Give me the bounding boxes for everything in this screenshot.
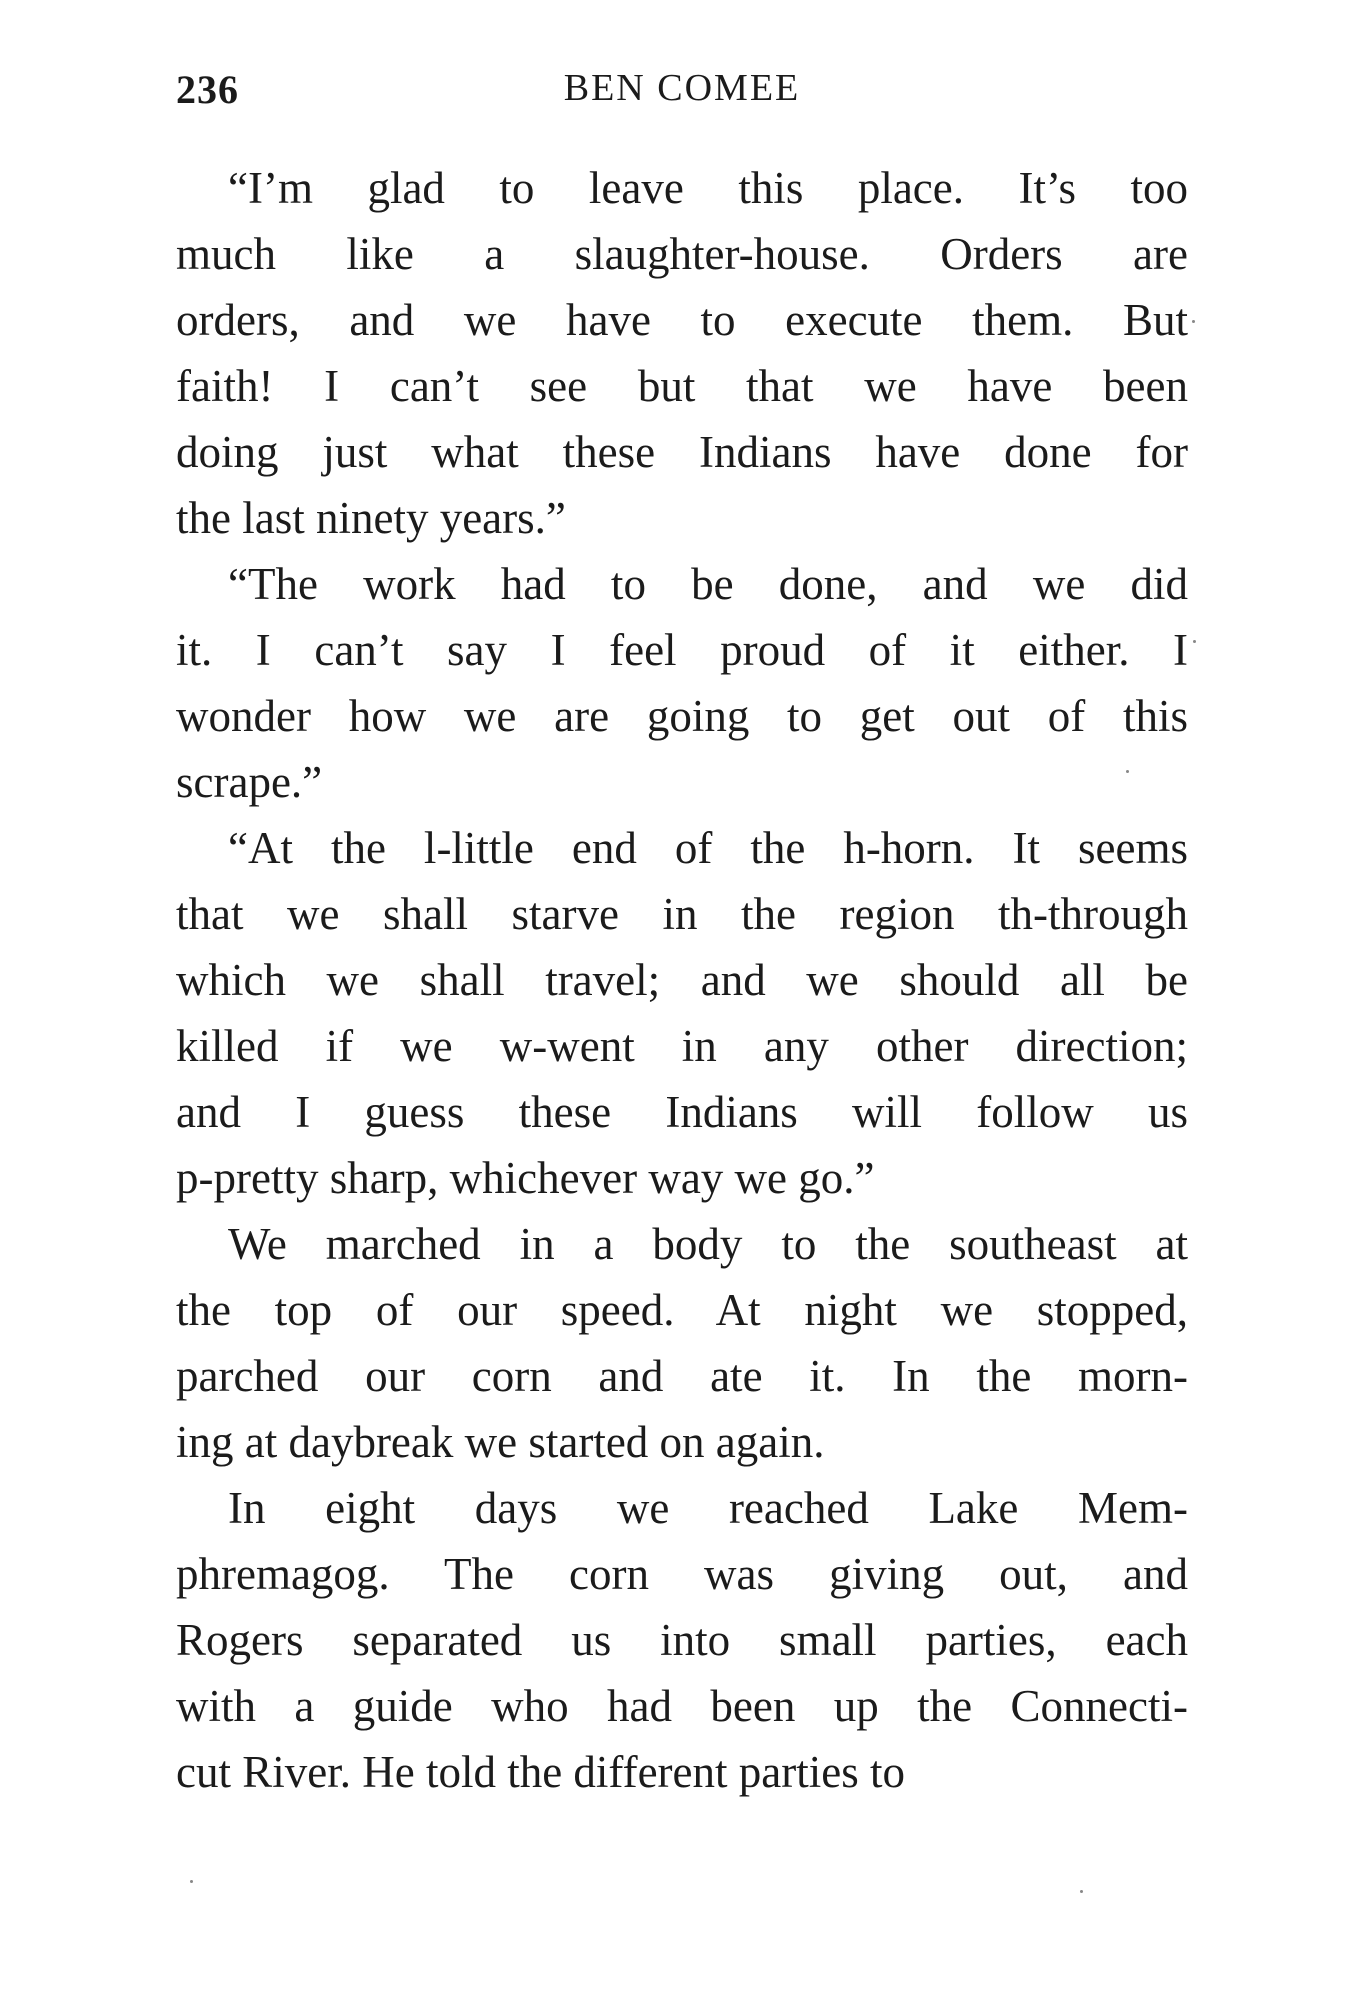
text-line: “The work had to be done, and we did <box>228 559 1188 609</box>
text-line: the last ninety years.” <box>176 493 566 543</box>
text-line: and I guess these Indians will follow us <box>176 1087 1188 1137</box>
text-line: faith! I can’t see but that we have been <box>176 361 1188 411</box>
page-number: 236 <box>176 67 239 112</box>
text-line: cut River. He told the different parties to <box>176 1747 905 1797</box>
text-line: doing just what these Indians have done for <box>176 427 1188 477</box>
text-line: that we shall starve in the region th-through <box>176 889 1188 939</box>
text-line: orders, and we have to execute them. But <box>176 295 1188 345</box>
text-line: scrape.” <box>176 757 323 807</box>
text-line: killed if we w-went in any other direction; <box>176 1021 1188 1071</box>
paragraph <box>176 1475 1188 1805</box>
text-line: it. I can’t say I feel proud of it either. I <box>176 625 1188 675</box>
text-line: which we shall travel; and we should all be <box>176 955 1188 1005</box>
scan-speck <box>1126 770 1129 773</box>
text-line: parched our corn and ate it. In the morn- <box>176 1351 1188 1401</box>
paragraph <box>176 1211 1188 1475</box>
text-line: p-pretty sharp, whichever way we go.” <box>176 1153 875 1203</box>
page-header <box>176 66 1188 122</box>
text-line: much like a slaughter-house. Orders are <box>176 229 1188 279</box>
scan-speck <box>1192 320 1195 323</box>
text-line: ing at daybreak we started on again. <box>176 1417 825 1467</box>
text-line: the top of our speed. At night we stopped, <box>176 1285 1188 1335</box>
text-line: “At the l-little end of the h-horn. It seems <box>228 823 1188 873</box>
text-line: wonder how we are going to get out of this <box>176 691 1188 741</box>
text-line: phremagog. The corn was giving out, and <box>176 1549 1188 1599</box>
text-line: “I’m glad to leave this place. It’s too <box>228 163 1188 213</box>
scan-speck <box>190 1880 193 1883</box>
text-line: We marched in a body to the southeast at <box>228 1219 1188 1269</box>
text-line: In eight days we reached Lake Mem- <box>228 1483 1188 1533</box>
scan-speck <box>1080 1890 1083 1893</box>
text-line: with a guide who had been up the Connecti- <box>176 1681 1188 1731</box>
paragraph <box>176 815 1188 1211</box>
body-text <box>176 155 1188 1805</box>
paragraph <box>176 155 1188 551</box>
scan-speck <box>1193 640 1196 643</box>
paragraph <box>176 551 1188 815</box>
running-head: BEN COMEE <box>563 67 801 109</box>
text-line: Rogers separated us into small parties, each <box>176 1615 1188 1665</box>
